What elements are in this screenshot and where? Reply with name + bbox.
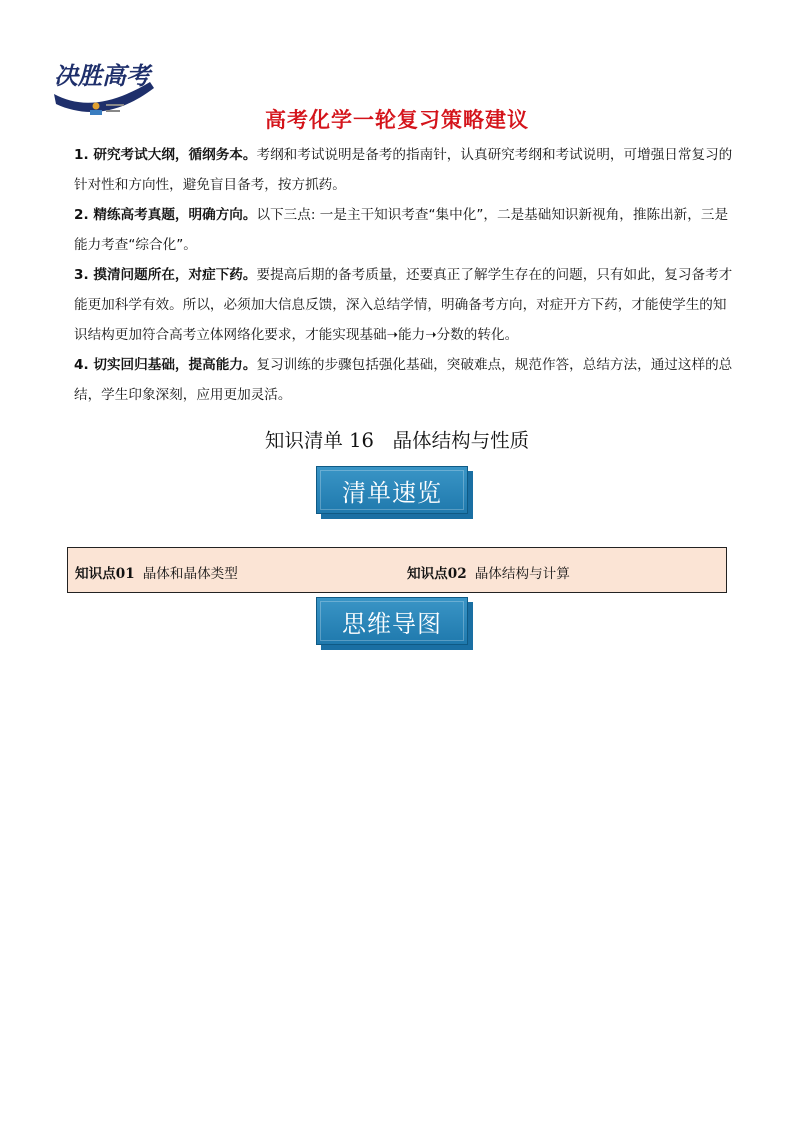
mindmap-banner-label: 思维导图: [342, 609, 442, 638]
advice-list: [74, 140, 734, 410]
knowledge-point-code: 知识点01: [75, 566, 135, 582]
advice-item: [74, 260, 734, 350]
advice-text: 复习训练的步骤包括强化基础，突破难点，规范作答，总结方法，通过这样的总结，学生印象深刻，应用更加灵活。: [74, 357, 733, 403]
section-name: 晶体结构与性质: [392, 429, 530, 452]
overview-banner-label: 清单速览: [342, 478, 442, 507]
knowledge-point-name: 晶体结构与计算: [474, 566, 570, 582]
advice-item: [74, 140, 734, 200]
section-number: 16: [349, 429, 374, 452]
mindmap-banner: [316, 597, 474, 651]
knowledge-point-name: 晶体和晶体类型: [142, 566, 238, 582]
advice-heading: 3. 摸清问题所在，对症下药。: [74, 267, 257, 283]
section-title: [0, 425, 794, 453]
advice-heading: 1. 研究考试大纲，循纲务本。: [74, 147, 257, 163]
advice-heading: 2. 精练高考真题，明确方向。: [74, 207, 257, 223]
knowledge-point-code: 知识点02: [407, 566, 467, 582]
section-prefix: 知识清单: [264, 429, 343, 452]
advice-item: [74, 200, 734, 260]
advice-text: 考纲和考试说明是备考的指南针，认真研究考纲和考试说明，可增强日常复习的针对性和方向性，避免盲目备考，按方抓药。: [74, 147, 733, 193]
advice-text: 以下三点: 一是主干知识考查“集中化”，二是基础知识新视角，推陈出新，三是能力考查“综合化”。: [74, 207, 729, 253]
logo-wordmark: 决胜高考: [54, 61, 150, 90]
advice-heading: 4. 切实回归基础，提高能力。: [74, 357, 257, 373]
knowledge-point-item: [75, 562, 238, 582]
advice-item: [74, 350, 734, 410]
page-title: 高考化学一轮复习策略建议: [265, 108, 529, 132]
knowledge-point-item: [407, 562, 570, 582]
knowledge-point-table: [67, 547, 727, 593]
overview-banner: [316, 466, 474, 520]
advice-text: 要提高后期的备考质量，还要真正了解学生存在的问题，只有如此，复习备考才能更加科学有效。所以，必须加大信息反馈，深入总结学情，明确备考方向，对症开方下药，才能使学生的知识结构更加符合高考立体网络化要求，才能实现基础➝能力➝分数的转化。: [74, 267, 733, 343]
